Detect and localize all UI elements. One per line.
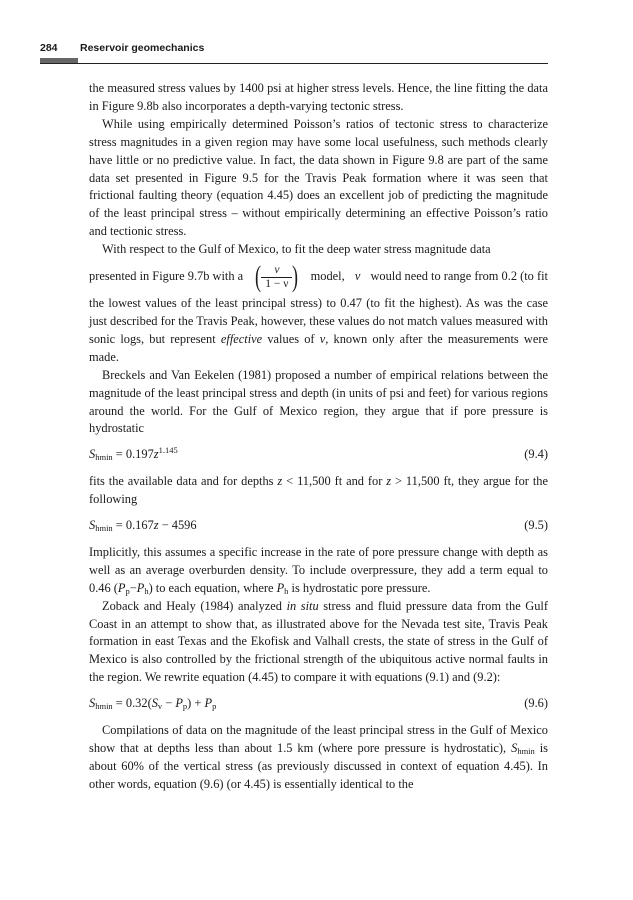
equation-9-5: $S_{hmin} = 0.167z - 4596$ (9.5): [89, 518, 548, 534]
body-text: [89, 80, 548, 794]
paragraph-2: While using empirically determined Poisson’s ratios of tectonic stress to characterize stress magnitudes in a given region may have some local usefulness, such methods clearly have little or no predictive value. In fact, the data shown in Figure 9.8 are part of the same data set presented in Figure 9.5 for the Travis Peak formation where it was seen that frictional faulting theory (equation 4.45) does an excellent job of predicting the magnitude of the least principal stress – without empirically determining an effective Poisson’s ratio and tectionic stress.: [89, 116, 548, 239]
equation-9-6: $S_{hmin} = 0.32(S_v - P_p) + P_p$ (9.6): [89, 696, 548, 712]
paragraph-1: the measured stress values by 1400 psi at higher stress levels. Hence, the line fitting the data in Figure 9.8b also incorporates a depth-varying tectonic stress.: [89, 81, 548, 113]
page-number: 284: [40, 42, 58, 54]
running-header: [40, 42, 548, 56]
paragraph-6: Implicitly, this assumes a specific increase in the rate of pore pressure change with depth as well as an average overburden density. To include overpressure, they add a term equal to 0.46 $(P_p-P_h)$ to each equation, where $P_h$ is hydrostatic pore pressure.: [89, 544, 548, 596]
paragraph-5: fits the available data and for depths z < 11,500 ft and for z > 11,500 ft, they argue for the following: [89, 474, 548, 507]
equation-number: (9.6): [524, 696, 548, 711]
equation-number: (9.4): [524, 447, 548, 462]
paragraph-7: Zoback and Healy (1984) analyzed in situ stress and fluid pressure data from the Gulf Coast in an attempt to show that, as illustrated above for the Nevada test site, Travis Peak formation in east Texas and the Ekofisk and Valhall crests, the state of stress in the Gulf of Mexico is also controlled by the frictional strength of the ubiquitous active normal faults in the region. We rewrite equation (4.45) to compare it with equations (9.1) and (9.2):: [89, 598, 548, 685]
paragraph-3-line-1: With respect to the Gulf of Mexico, to fit the deep water stress magnitude data: [102, 242, 491, 257]
equation-9-4: $S_{hmin} = 0.197z^{1.145}$ (9.4): [89, 445, 548, 463]
equation-number: (9.5): [524, 518, 548, 533]
paragraph-8: Compilations of data on the magnitude of the least principal stress in the Gulf of Mexico show that at depths less than about 1.5 km (where pore pressure is hydrostatic), $S_{hmin}$ is about 60% of the vertical stress (as previously discussed in context of equation 4.45). In other words, equation (9.6) (or 4.45) is essentially identical to the: [89, 723, 548, 791]
paragraph-3-rest: the lowest values of the least principal stress) to 0.47 (to fit the highest). As was the case just described for the Travis Peak, however, these values do not match values measured with sonic logs, but represent effective values of ν, known only after the measurements were made.: [89, 296, 548, 364]
poisson-fraction: ( $\frac{\nu}{1 - \nu}$ ): [255, 260, 299, 294]
paragraph-4: Breckels and Van Eekelen (1981) proposed a number of empirical relations between the magnitude of the least principal stress and depth (in units of psi and feet) for various regions around the world. For the Gulf of Mexico region, they argue that if pore pressure is hydrostatic: [89, 367, 548, 436]
paragraph-3-fraction-line: presented in Figure 9.7b with a ( $\frac{\nu}{1 - \nu}$ ) model, ν would need to range from 0.2 (to fit: [89, 260, 548, 294]
paragraph-3: [89, 241, 548, 367]
running-title: Reservoir geomechanics: [80, 42, 205, 54]
header-rule: [40, 63, 548, 64]
